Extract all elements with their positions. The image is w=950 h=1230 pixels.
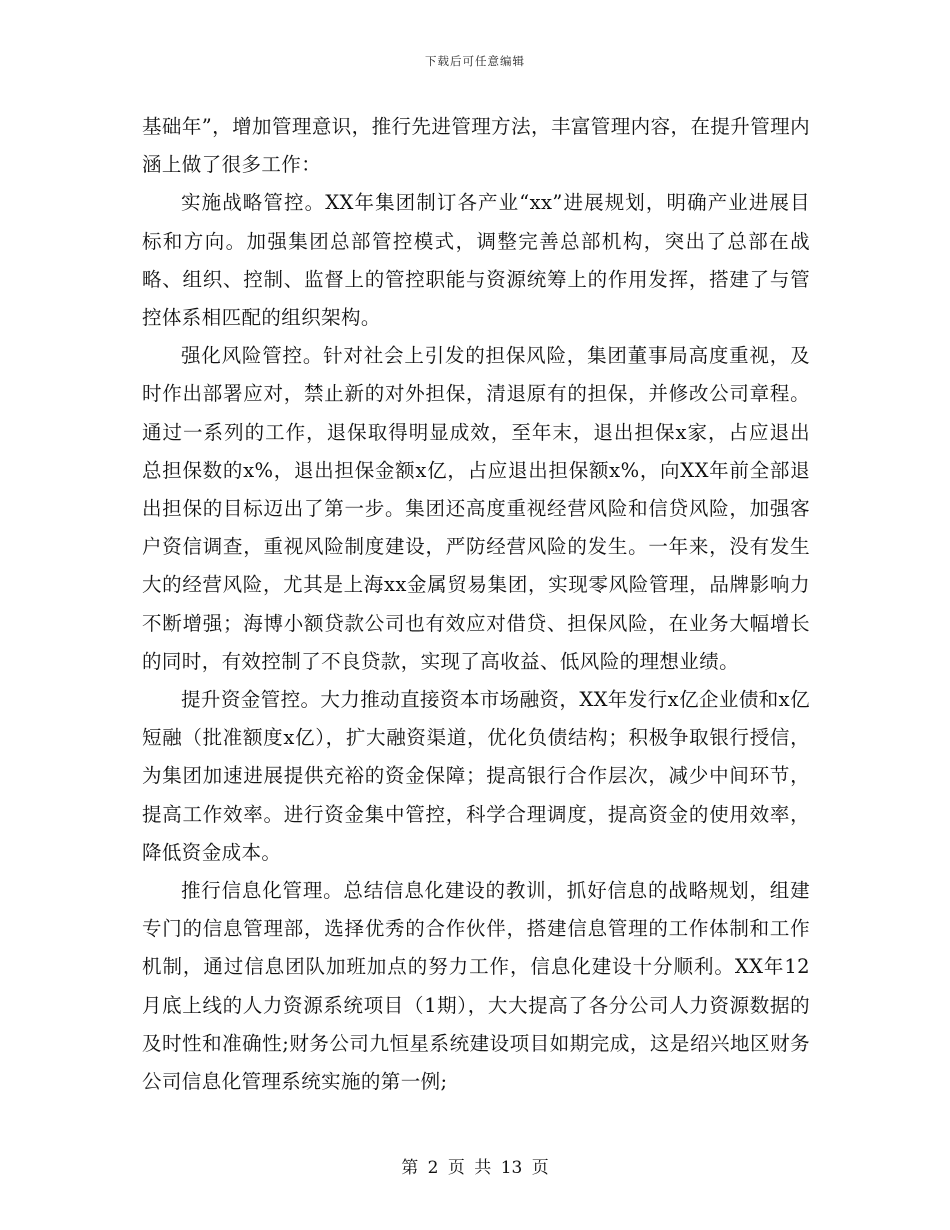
page-header: 下载后可任意编辑 <box>425 54 525 68</box>
footer-suffix: 页 <box>531 1158 549 1178</box>
footer-total-pages: 13 <box>500 1158 523 1178</box>
footer-page-number: 2 <box>427 1158 439 1178</box>
paragraph-continuation: 基础年”，增加管理意识，推行先进管理方法，丰富管理内容，在提升管理内涵上做了很多工作： <box>142 115 810 177</box>
paragraph-capital-control: 提升资金管控。大力推动直接资本市场融资，XX年发行x亿企业债和x亿短融（批准额度x亿），扩大融资渠道，优化负债结构；积极争取银行授信，为集团加速进展提供充裕的资金保障；提高银行合作层次，减少中间环节，提高工作效率。进行资金集中管控，科学合理调度，提高资金的使用效率，降低资金成本。 <box>142 688 810 864</box>
footer-prefix: 第 <box>401 1158 419 1178</box>
paragraph-strategy-control: 实施战略管控。XX年集团制订各产业“xx”进展规划，明确产业进展目标和方向。加强集团总部管控模式，调整完善总部机构，突出了总部在战略、组织、控制、监督上的管控职能与资源统筹上的作用发挥，搭建了与管控体系相匹配的组织架构。 <box>142 191 810 330</box>
page-footer <box>0 1153 950 1178</box>
paragraph-informatization: 推行信息化管理。总结信息化建设的教训，抓好信息的战略规划，组建专门的信息管理部，选择优秀的合作伙伴，搭建信息管理的工作体制和工作机制，通过信息团队加班加点的努力工作，信息化建设十分顺利。XX年12月底上线的人力资源系统项目（1期），大大提高了各分公司人力资源数据的及时性和准确性;财务公司九恒星系统建设项目如期完成，这是绍兴地区财务公司信息化管理系统实施的第一例; <box>142 879 810 1094</box>
document-body <box>142 108 810 1101</box>
footer-middle: 页 共 <box>447 1158 492 1178</box>
paragraph-risk-control: 强化风险管控。针对社会上引发的担保风险，集团董事局高度重视，及时作出部署应对，禁止新的对外担保，清退原有的担保，并修改公司章程。通过一系列的工作，退保取得明显成效，至年末，退出担保x家，占应退出总担保数的x%，退出担保金额x亿，占应退出担保额x%，向XX年前全部退出担保的目标迈出了第一步。集团还高度重视经营风险和信贷风险，加强客户资信调查，重视风险制度建设，严防经营风险的发生。一年来，没有发生大的经营风险，尤其是上海xx金属贸易集团，实现零风险管理，品牌影响力不断增强；海博小额贷款公司也有效应对借贷、担保风险，在业务大幅增长的同时，有效控制了不良贷款，实现了高收益、低风险的理想业绩。 <box>142 344 810 673</box>
